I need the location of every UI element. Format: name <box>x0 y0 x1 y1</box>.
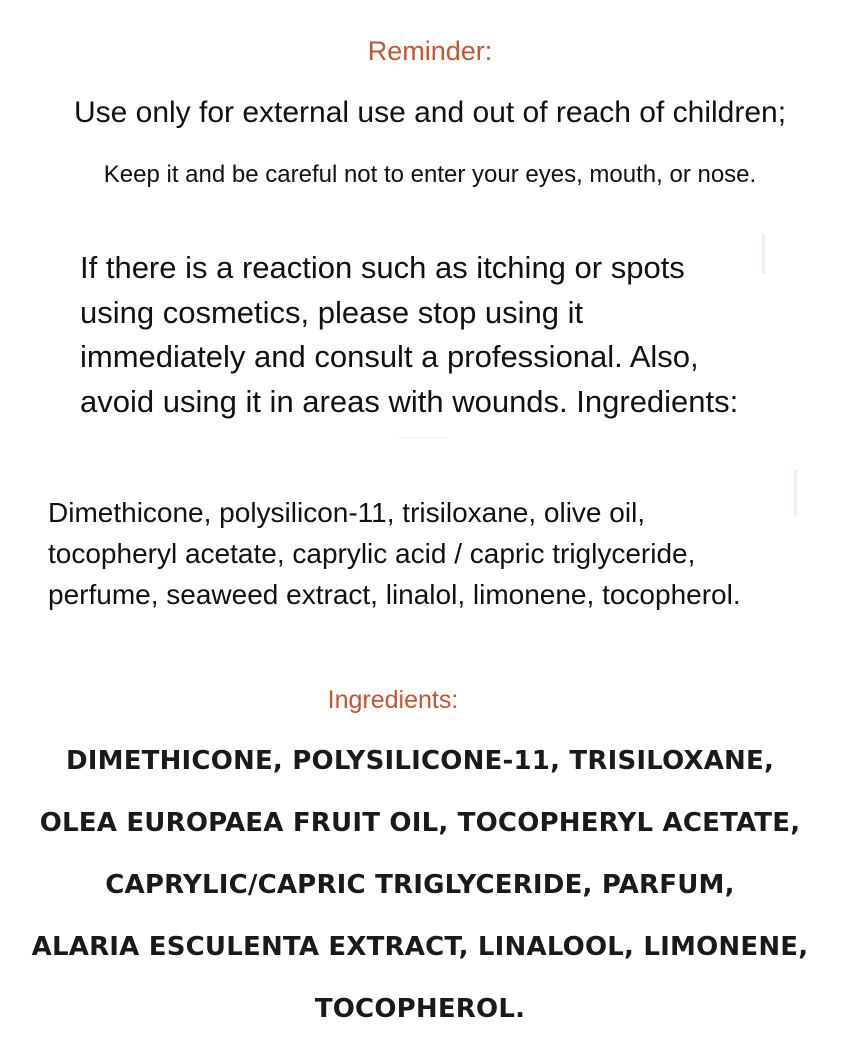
ingredients-english-paragraph <box>48 492 828 615</box>
inci-line: DIMETHICONE, POLYSILICONE-11, TRISILOXANE, <box>65 746 775 776</box>
scan-artifact <box>794 470 797 516</box>
external-use-warning: Use only for external use and out of reach of children; <box>73 96 787 129</box>
inci-line: OLEA EUROPAEA FRUIT OIL, TOCOPHERYL ACETATE, <box>39 808 801 838</box>
inci-ingredient-list <box>0 730 840 1040</box>
eye-contact-warning: Keep it and be careful not to enter your eyes, mouth, or nose. <box>103 161 757 188</box>
reaction-notice-line: If there is a reaction such as itching or spots <box>80 250 685 285</box>
reminder-heading: Reminder: <box>367 36 493 66</box>
ingredients-english-line: perfume, seaweed extract, linalol, limonene, tocopherol. <box>48 579 741 610</box>
scan-artifact <box>398 437 448 439</box>
reaction-notice-line: immediately and consult a professional. Also, <box>80 339 699 374</box>
ingredients-english-line: Dimethicone, polysilicon-11, trisiloxane, olive oil, <box>48 497 646 528</box>
scan-artifact <box>762 234 765 274</box>
ingredients-heading: Ingredients: <box>327 686 459 714</box>
inci-line: TOCOPHEROL. <box>314 994 526 1024</box>
inci-line: CAPRYLIC/CAPRIC TRIGLYCERIDE, PARFUM, <box>105 870 735 900</box>
inci-line: ALARIA ESCULENTA EXTRACT, LINALOOL, LIMONENE, <box>31 932 809 962</box>
reaction-notice-line: avoid using it in areas with wounds. Ingredients: <box>80 383 739 419</box>
ingredients-english-line: tocopheryl acetate, caprylic acid / capric triglyceride, <box>48 538 696 569</box>
reaction-notice-line: using cosmetics, please stop using it <box>80 294 584 330</box>
reaction-notice-paragraph <box>80 246 800 424</box>
